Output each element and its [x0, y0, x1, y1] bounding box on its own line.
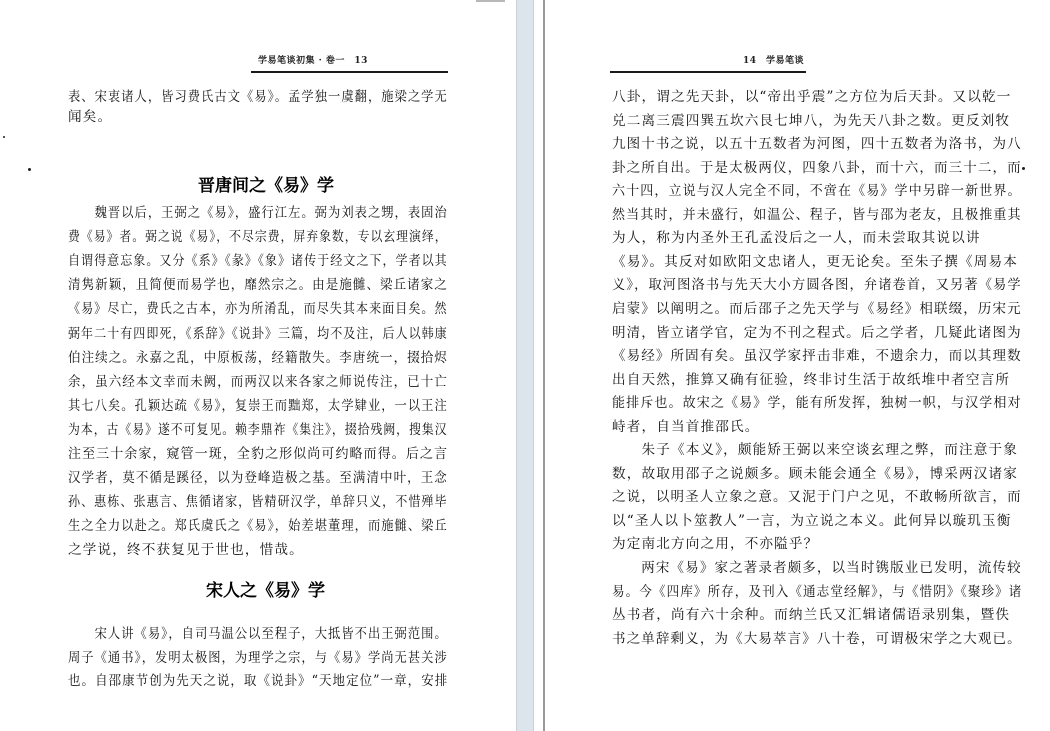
- text-line: 为定南北方向之用，不亦隘乎？: [612, 536, 819, 553]
- text-line: 闻矣。: [68, 109, 113, 125]
- text-line: 易。今《四库》所存，及刊入《通志堂经解》，与《惜阴》《聚珍》诸: [612, 583, 1023, 600]
- text-line: 清隽新颖，且简便而易学也，靡然宗之。由是施雠、梁丘诸家之: [68, 277, 448, 294]
- text-line: 丛书者，尚有六十余种。而纳兰氏又汇辑诸儒语录别集，暨佚: [612, 607, 1011, 624]
- scan-speck: [3, 136, 5, 138]
- text-line: 以“圣人以卜筮教人”一言，为立说之本义。此何异以璇玑玉衡: [612, 512, 1012, 529]
- text-line: 注至三十余家，窥管一斑，全豹之形似尚可约略而得。后之言: [68, 446, 449, 462]
- text-line: 兑二离三震四巽五坎六艮七坤八，为先天八卦之数。更反刘牧: [612, 112, 1011, 129]
- text-line: 然当其时，并未盛行，如温公、程子，皆与邵为老友，且极推重其: [612, 206, 1022, 223]
- text-line: 峙者，自当首推邵氏。: [612, 418, 760, 435]
- text-line: 出自天然，推算又确有征验，终非讨生活于故纸堆中者空言所: [612, 371, 1011, 388]
- text-line: 书之单辞剩义，为《大易萃言》八十卷，可谓极宋学之大观已。: [612, 630, 1022, 647]
- text-line: 朱子《本义》，颇能矫王弼以来空谈玄理之弊，而注意于象: [612, 442, 1019, 459]
- text-line: 汉学者，莫不循是蹊径，以为登峰造极之基。至满清中叶，王念: [68, 470, 448, 487]
- text-line: 数，故取用邵子之说颇多。顾未能会通全《易》，博采两汉诸家: [612, 465, 1019, 482]
- text-line: 为本，古《易》遂不可复见。赖李鼎祚《集注》，掇拾残阙，搜集汉: [68, 421, 448, 438]
- section-title-song: 宋人之《易》学: [206, 581, 325, 601]
- text-line: 生之全力以赴之。郑氏虞氏之《易》，始差堪董理，而施雠、梁丘: [68, 518, 448, 535]
- text-line: 魏晋以后，王弼之《易》，盛行江左。弼为刘表之甥，表固治: [68, 205, 448, 221]
- text-line: 为人，称为内圣外王孔孟没后之一人，而未尝取其说以讲: [612, 230, 981, 247]
- text-line: 宋人讲《易》，自司马温公以至程子，大抵皆不出王弼范围。: [68, 626, 448, 642]
- text-line: 明清，皆立诸学官，定为不刊之程式。后之学者，几疑此诸图为: [612, 324, 1022, 341]
- text-line: 卦之所自出。于是太极两仪，四象八卦，而十六，而三十二，而: [612, 159, 1022, 176]
- text-line: 六十四，立说与汉人完全不同，不啻在《易》学中另辟一新世界。: [612, 183, 1022, 200]
- text-line: 之学说，终不获复见于世也，惜哉。: [68, 542, 304, 559]
- text-line: 能排斥也。故宋之《易》学，能有所发挥，独树一帜，与汉学相对: [612, 395, 1022, 412]
- left-page: [0, 0, 516, 731]
- text-line: 伯注续之。永嘉之乱，中原板荡，经籍散失。李唐统一，掇拾烬: [68, 349, 448, 366]
- text-line: 《易经》所固有矣。虽汉学家抨击非难，不遗余力，而以其理数: [612, 348, 1022, 365]
- text-line: 《易》尽亡，费氏之古本，亦为所淆乱，而尽失其本来面目矣。然: [68, 301, 448, 318]
- text-line: 费《易》者。弼之说《易》，不尽宗费，屏弃象数，专以玄理演绎，: [68, 229, 448, 246]
- text-line: 周子《通书》，发明太极图，为理学之宗，与《易》学尚无甚关涉: [68, 649, 448, 666]
- scan-speck: [28, 168, 31, 171]
- scan-speck: [1022, 167, 1025, 170]
- section-title-jin-tang: 晋唐间之《易》学: [198, 176, 334, 196]
- page-gutter: [516, 0, 534, 731]
- text-line: 两宋《易》家之著录者颇多，以当时镌版业已发明，流传较: [612, 560, 1022, 576]
- header-rule-left: [251, 71, 448, 73]
- text-line: 自谓得意忘象。又分《系》《彖》《象》诸传于经文之下，学者以其: [68, 253, 448, 270]
- text-line: 也。自邵康节创为先天之说，取《说卦》“天地定位”一章，安排: [68, 673, 449, 690]
- text-line: 余，虽六经本文幸而未阙，而两汉以来各家之师说传注，已十亡: [68, 373, 448, 390]
- running-head-right: 14 学易笔谈: [743, 56, 805, 66]
- text-line: 之说，以明圣人立象之意。又泥于门户之见，不敢畅所欲言，而: [612, 489, 1022, 506]
- scroll-indicator: [476, 0, 505, 2]
- text-line: 弼年二十有四即死，《系辞》《说卦》三篇，均不及注，后人以韩康: [68, 325, 448, 342]
- running-head-left: 学易笔谈初集 · 卷一 13: [258, 56, 368, 66]
- text-line: 启蒙》以阐明之。而后邵子之先天学与《易经》相联缀，历宋元: [612, 300, 1022, 317]
- text-line: 《易》。其反对如欧阳文忠诸人，更无论矣。至朱子撰《周易本: [612, 253, 1019, 270]
- text-line: 其七八矣。孔颖达疏《易》，复崇王而黜郑，太学肄业，一以王注: [68, 397, 448, 414]
- header-rule-right: [610, 71, 806, 73]
- text-line: 义》，取河图洛书与先天大小方圆各图，弁诸卷首，又另著《易学: [612, 277, 1022, 294]
- right-page: [545, 0, 1050, 731]
- text-line: 九图十书之说，以五十五数者为河图，四十五数者为洛书，为八: [612, 136, 1022, 153]
- text-line: 八卦，谓之先天卦，以“帝出乎震”之方位为后天卦。又以乾一: [612, 89, 1012, 105]
- text-line: 表、宋衷诸人，皆习费氏古文《易》。孟学独一虞翻，施梁之学无: [68, 89, 448, 105]
- text-line: 孙、惠栋、张惠言、焦循诸家，皆精研汉学，单辞只义，不惜殚毕: [68, 494, 448, 511]
